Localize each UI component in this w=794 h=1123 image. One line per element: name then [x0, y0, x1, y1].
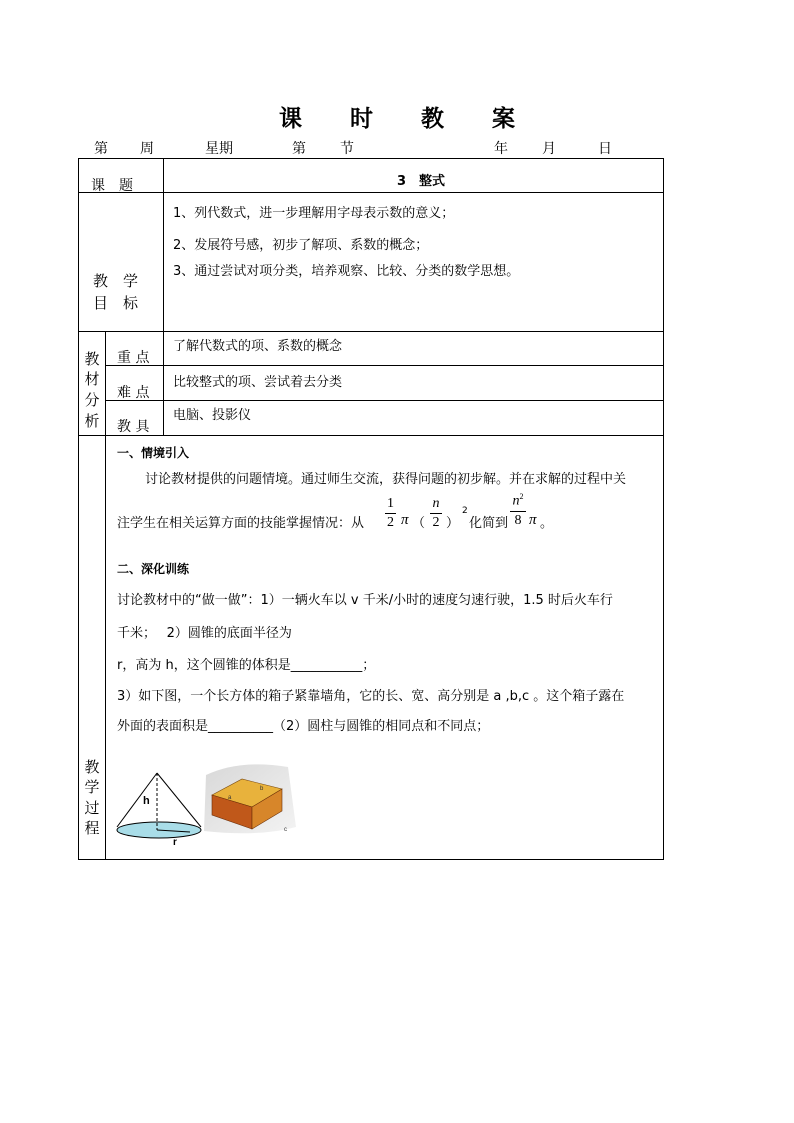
exponent: 2 — [462, 506, 468, 516]
difficulty-value: 比较整式的项、尝试着去分类 — [173, 375, 343, 390]
process-side-char: 教 — [84, 758, 100, 776]
section2-line4: 3）如下图，一个长方体的箱子紧靠墙角，它的长、宽、高分别是 a ,b,c 。这个箱子露在 — [117, 689, 625, 704]
key-point-value: 了解代数式的项、系数的概念 — [173, 339, 343, 354]
fraction-denominator: 2 — [387, 515, 394, 530]
year-label: 年 — [494, 141, 508, 157]
lesson-plan-table — [78, 158, 664, 860]
analysis-side-char: 材 — [84, 370, 100, 388]
fraction-denominator: 8 — [514, 512, 522, 528]
fraction-n-over-2 — [430, 496, 442, 531]
section1-line2-mid: 化简到 — [469, 516, 509, 531]
weekday-label: 星期 — [205, 141, 233, 157]
cone-radius-label: r — [173, 837, 177, 848]
section2-heading: 二、深化训练 — [117, 562, 190, 576]
row-divider — [105, 400, 663, 401]
col-divider — [163, 158, 164, 332]
row-divider — [79, 331, 663, 332]
cone-figure — [110, 770, 206, 848]
teaching-tools-label: 教 具 — [117, 419, 150, 435]
fraction-numerator: 1 — [387, 496, 394, 511]
key-point-label: 重 点 — [117, 350, 150, 366]
fraction-n2-over-8 — [510, 492, 526, 529]
goal-item: 2、发展符号感，初步了解项、系数的概念； — [173, 238, 429, 253]
goal-item: 1、列代数式，进一步理解用字母表示数的意义； — [173, 206, 455, 221]
process-side-char: 过 — [84, 799, 100, 817]
fraction-bar — [510, 511, 526, 512]
period-pre: 第 — [292, 141, 306, 157]
numerator-exponent: 2 — [519, 492, 524, 501]
section2-line3: r，高为 h，这个圆锥的体积是___________； — [117, 658, 376, 673]
week-post: 周 — [140, 141, 154, 157]
fraction-numerator: n — [512, 493, 520, 509]
analysis-side-char: 教 — [84, 350, 100, 368]
week-pre: 第 — [94, 141, 108, 157]
col-divider — [163, 331, 164, 436]
section1-line1: 讨论教材提供的问题情境。通过师生交流，获得问题的初步解。并在求解的过程中关 — [145, 472, 627, 487]
paren-close: ） — [446, 516, 460, 531]
fraction-denominator: 2 — [432, 515, 440, 530]
row-divider — [105, 365, 663, 366]
analysis-side-char: 析 — [84, 412, 100, 430]
goals-label-line1: 教 学 — [93, 272, 139, 290]
goals-label-line2: 目 标 — [93, 294, 139, 312]
period-post: 节 — [340, 141, 354, 157]
fraction-bar — [385, 513, 396, 514]
lesson-meta-line — [78, 138, 664, 159]
cone-height-label: h — [143, 795, 150, 807]
box-figure — [200, 759, 296, 839]
box-a-label: a — [228, 795, 232, 801]
fraction-numerator: n — [432, 496, 440, 511]
section1-heading: 一、情境引入 — [117, 446, 190, 460]
section1-line2-prefix: 注学生在相关运算方面的技能掌握情况：从 — [117, 516, 365, 531]
pi-symbol: π — [529, 512, 537, 528]
row-divider — [79, 192, 663, 193]
section2-line1: 讨论教材中的“做一做”：1）一辆火车以 v 千米/小时的速度匀速行驶，1.5 时后火车行 — [117, 593, 613, 608]
fraction-bar — [430, 513, 442, 514]
box-b-label: b — [260, 786, 264, 792]
section2-line5: 外面的表面积是__________（2）圆柱与圆锥的相同点和不同点； — [117, 719, 490, 734]
section2-line2: 千米； 2）圆锥的底面半径为 — [117, 626, 292, 641]
topic-value: 3 整式 — [397, 174, 446, 189]
teaching-tools-value: 电脑、投影仪 — [173, 408, 252, 423]
goal-item: 3、通过尝试对项分类，培养观察、比较、分类的数学思想。 — [173, 264, 520, 279]
fraction-half — [385, 496, 396, 531]
process-side-char: 学 — [84, 778, 100, 796]
section1-line2-end: 。 — [540, 516, 554, 531]
paren-open: （ — [412, 516, 426, 531]
analysis-side-char: 分 — [84, 391, 100, 409]
process-content — [106, 436, 663, 859]
difficulty-label: 难 点 — [117, 385, 150, 401]
month-label: 月 — [542, 141, 556, 157]
topic-label: 课 题 — [91, 178, 133, 194]
pi-symbol: π — [401, 512, 409, 528]
day-label: 日 — [598, 141, 612, 157]
page-title: 课 时 教 案 — [278, 106, 536, 132]
process-side-char: 程 — [84, 819, 100, 837]
box-c-label: c — [284, 827, 287, 833]
